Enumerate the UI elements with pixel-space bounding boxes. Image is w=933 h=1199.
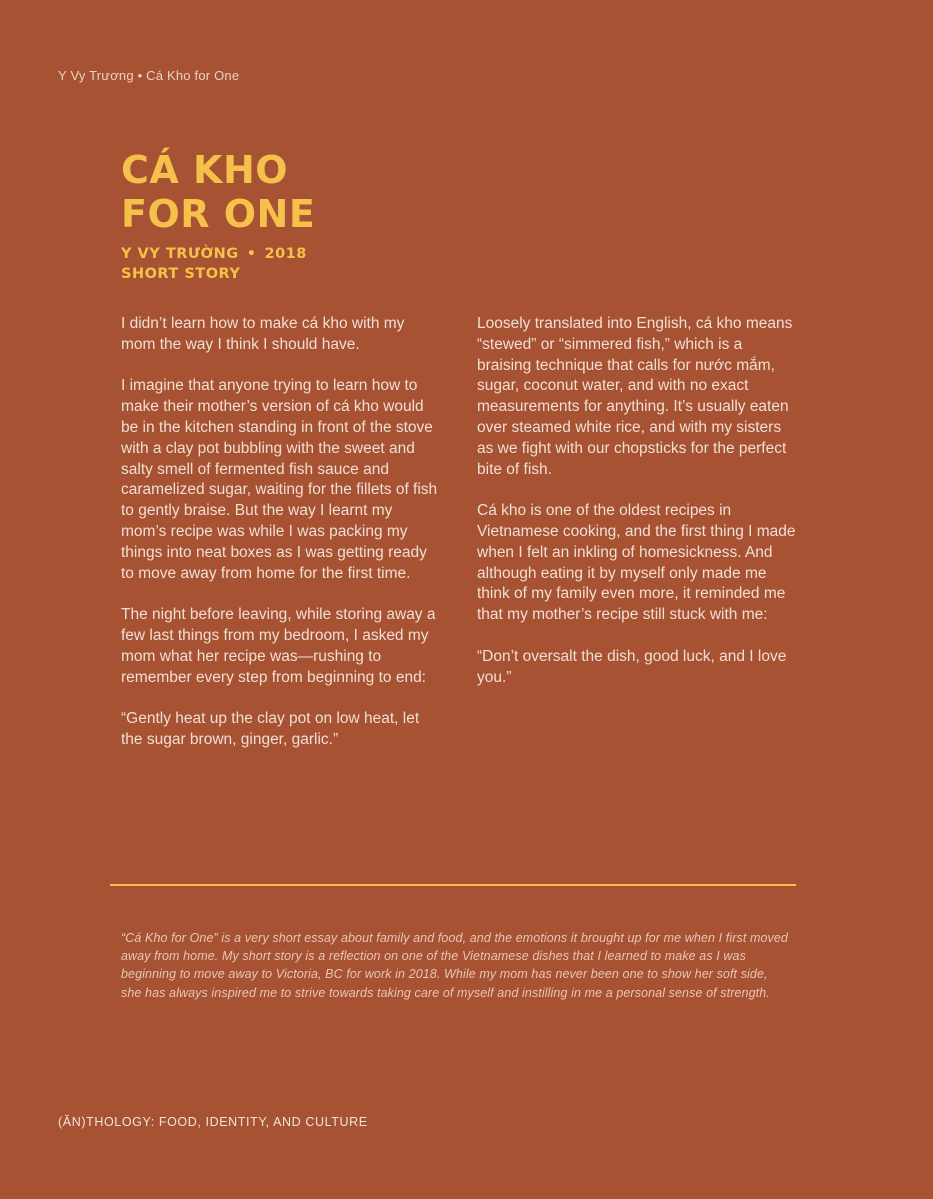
body-paragraph: “Don’t oversalt the dish, good luck, and I love you.” [477,647,787,686]
title-line-2: FOR ONE [121,192,316,236]
running-footer: (ĂN)THOLOGY: FOOD, IDENTITY, AND CULTURE [58,1115,368,1129]
body-paragraph: The night before leaving, while storing away a few last things from my bedroom, I asked my mom what her recipe was—rushing to remember every step from beginning to end: [121,606,436,686]
author-note: “Cá Kho for One” is a very short essay about family and food, and the emotions it brought up for me when I first moved away from home. My short story is a reflection on one of the Vietnamese dishes that I learned to make as I was beginning to move away to Victoria, BC for work in 2018. While my mom has never been one to show her soft side, she has always inspired me to strive towards taking care of myself and instilling in me a personal sense of strength. [121,931,788,1000]
body-paragraph: I imagine that anyone trying to learn how to make their mother’s version of cá kho would be in the kitchen standing in front of the stove with a clay pot bubbling with the sweet and salty smell of fermented fish sauce and caramelized sugar, waiting for the fillets of fish to gently braise. But the way I learnt my mom’s recipe was while I was packing my things into neat boxes as I was getting ready to move away from home for the first time. [121,377,438,582]
body-paragraph: Loosely translated into English, cá kho means “stewed” or “simmered fish,” which is a braising technique that calls for nước mắm, sugar, coconut water, and with no exact measurements for anything. It’s usually eaten over steamed white rice, and with my sisters as we fight with our chopsticks for the perfect bite of fish. [477,315,793,478]
body-column-left [121,314,439,772]
body-column-right [477,314,797,709]
title-block [121,148,315,284]
title-line-1: CÁ KHO [121,148,289,192]
section-divider [110,884,796,886]
body-paragraph: Cá kho is one of the oldest recipes in Vietnamese cooking, and the first thing I made when I felt an inkling of homesickness. And although eating it by myself only made me think of my family even more, it reminded me that my mother’s recipe still stuck with me: [477,502,796,624]
author-name: Y VY TRƯỜNG [121,246,239,262]
body-paragraph: “Gently heat up the clay pot on low heat, let the sugar brown, ginger, garlic.” [121,710,420,748]
publication-year: 2018 [264,246,307,262]
byline-separator: • [246,246,257,262]
body-paragraph: I didn’t learn how to make cá kho with my mom the way I think I should have. [121,315,405,353]
genre-label: SHORT STORY [121,266,241,282]
byline [121,244,315,264]
running-header: Y Vy Trương • Cá Kho for One [58,68,240,83]
